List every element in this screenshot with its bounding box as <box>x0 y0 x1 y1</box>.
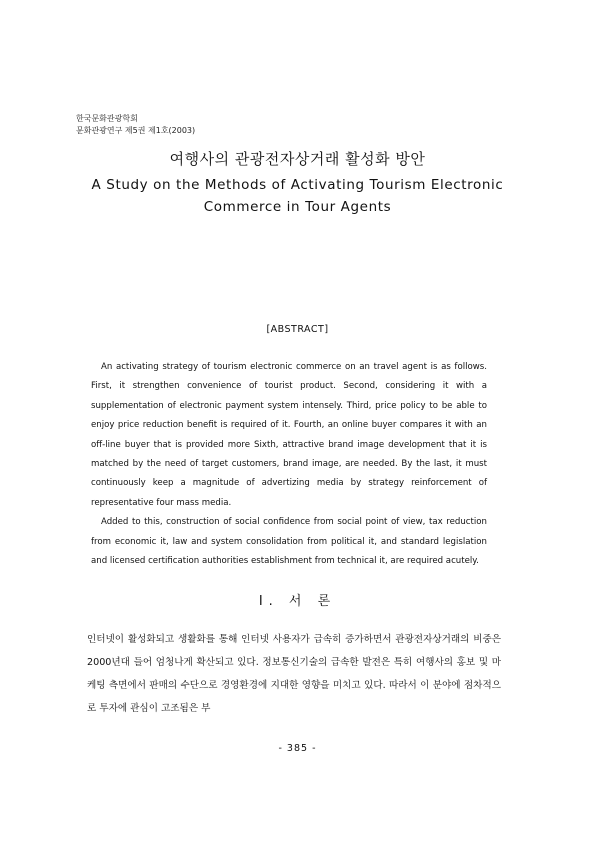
section-heading: Ⅰ. 서 론 <box>258 594 337 609</box>
title-english-line2: Commerce in Tour Agents <box>203 199 392 215</box>
abstract-paragraph-2: Added to this, construction of social confidence from social point of view, tax reduction from economic it, law and system consolidation from political it, and standard legislation and licensed certification authorities establishment from technical it, are required acutely. <box>91 517 487 567</box>
title-english-line1: A Study on the Methods of Activating Tourism Electronic <box>91 177 504 193</box>
paper-title-english <box>0 174 595 218</box>
journal-header <box>76 113 195 137</box>
abstract-heading: [ABSTRACT] <box>266 324 329 335</box>
intro-paragraph-1: 인터넷이 활성화되고 생활화를 통해 인터넷 사용자가 급속히 증가하면서 관광전자상거래의 비중은 2000년대 들어 엄청나게 확산되고 있다. 정보통신기술의 급속한 발전은 특히 여행사의 홍보 및 마케팅 측면에서 판매의 수단으로 경영환경에 지대한 영향을 미치고 있다. 따라서 이 분야에 점차적으로 투자에 관심이 고조됨은 부 <box>87 634 501 714</box>
abstract-body <box>91 358 487 571</box>
journal-volume: 문화관광연구 제5권 제1호(2003) <box>76 126 196 135</box>
abstract-paragraph-1: An activating strategy of tourism electronic commerce on an travel agent is as follows. First, it strengthen convenience of tourist product. Second, considering it with a supplementation of electronic payment system intensely. Third, price policy to be able to enjoy price reduction benefit is required of it. Fourth, an online buyer compares it with an off-line buyer that is provided more Sixth, attractive brand image development that it is matched by the need of target customers, brand image, are needed. By the last, it must continuously keep a magnitude of advertizing media by strategy reinforcement of representative four mass media. <box>91 362 487 508</box>
journal-society: 한국문화관광학회 <box>76 114 138 123</box>
introduction-body <box>87 628 501 720</box>
page-number: - 385 - <box>278 743 317 754</box>
paper-title-korean: 여행사의 관광전자상거래 활성화 방안 <box>169 150 426 168</box>
